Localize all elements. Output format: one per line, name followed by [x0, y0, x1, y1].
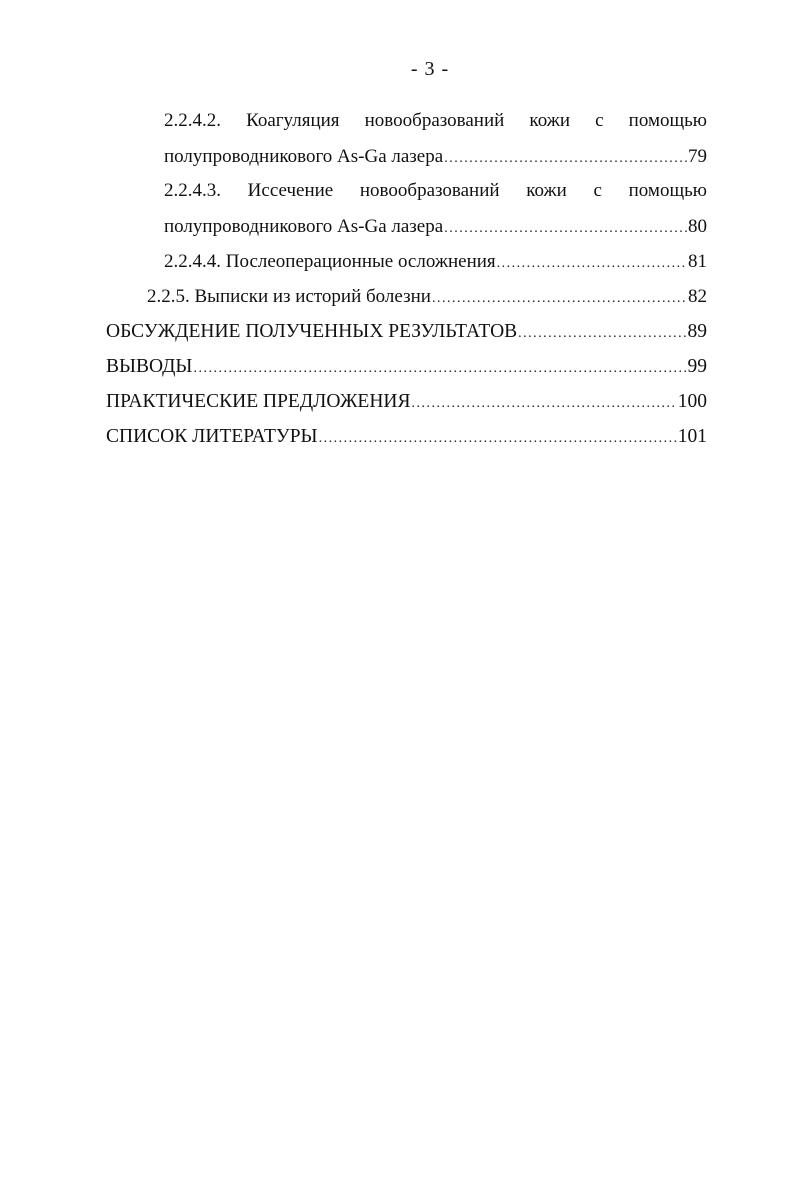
toc-entry-conclusions — [106, 355, 707, 381]
toc-title: полупроводникового As-Ga лазера — [164, 146, 444, 167]
section-number: 2.2.4.3. — [164, 180, 221, 201]
dot-leader — [497, 252, 687, 276]
toc-page-number: 79 — [688, 146, 707, 167]
toc-title: ПРАКТИЧЕСКИЕ ПРЕДЛОЖЕНИЯ — [106, 391, 411, 412]
toc-word: Коагуляция — [246, 110, 340, 131]
toc-entry-2-2-4-3-first-line — [164, 179, 707, 203]
toc-page-number: 89 — [687, 321, 707, 342]
dot-leader — [518, 322, 686, 346]
toc-word: кожи — [526, 180, 567, 201]
toc-entry-2-2-4-4 — [164, 250, 707, 276]
toc-word: помощью — [628, 110, 707, 131]
toc-word: новообразований — [364, 110, 505, 131]
toc-page-number: 100 — [677, 391, 707, 412]
dot-leader — [444, 217, 687, 241]
toc-word: новообразований — [359, 180, 500, 201]
toc-entry-2-2-4-2-continuation — [164, 145, 707, 171]
dot-leader — [193, 357, 686, 381]
toc-page-number: 101 — [677, 426, 707, 447]
dot-leader — [432, 287, 687, 311]
page-number: - 3 - — [410, 58, 450, 80]
dot-leader — [444, 147, 687, 171]
toc-title: 2.2.5. Выписки из историй болезни — [147, 286, 431, 307]
toc-entry-2-2-5 — [147, 285, 707, 311]
toc-page-number: 81 — [688, 251, 707, 272]
toc-word: с — [595, 110, 604, 131]
toc-entry-references — [106, 425, 707, 451]
toc-page-number: 80 — [688, 216, 707, 237]
dot-leader — [412, 392, 677, 416]
toc-title: ВЫВОДЫ — [106, 356, 193, 377]
toc-title: ОБСУЖДЕНИЕ ПОЛУЧЕННЫХ РЕЗУЛЬТАТОВ — [106, 321, 518, 342]
toc-title: 2.2.4.4. Послеоперационные осложнения — [164, 251, 496, 272]
toc-title: СПИСОК ЛИТЕРАТУРЫ — [106, 426, 318, 447]
dot-leader — [319, 427, 677, 451]
toc-entry-discussion — [106, 320, 707, 346]
toc-word: кожи — [529, 110, 571, 131]
toc-entry-recommendations — [106, 390, 707, 416]
toc-page-number: 99 — [687, 356, 707, 377]
toc-entry-2-2-4-2-first-line — [164, 109, 707, 133]
toc-title: полупроводникового As-Ga лазера — [164, 216, 444, 237]
toc-word: с — [593, 180, 602, 201]
toc-word: помощью — [628, 180, 707, 201]
toc-word: Иссечение — [247, 180, 334, 201]
toc-page-number: 82 — [688, 286, 707, 307]
section-number: 2.2.4.2. — [164, 110, 221, 131]
toc-entry-2-2-4-3-continuation — [164, 215, 707, 241]
